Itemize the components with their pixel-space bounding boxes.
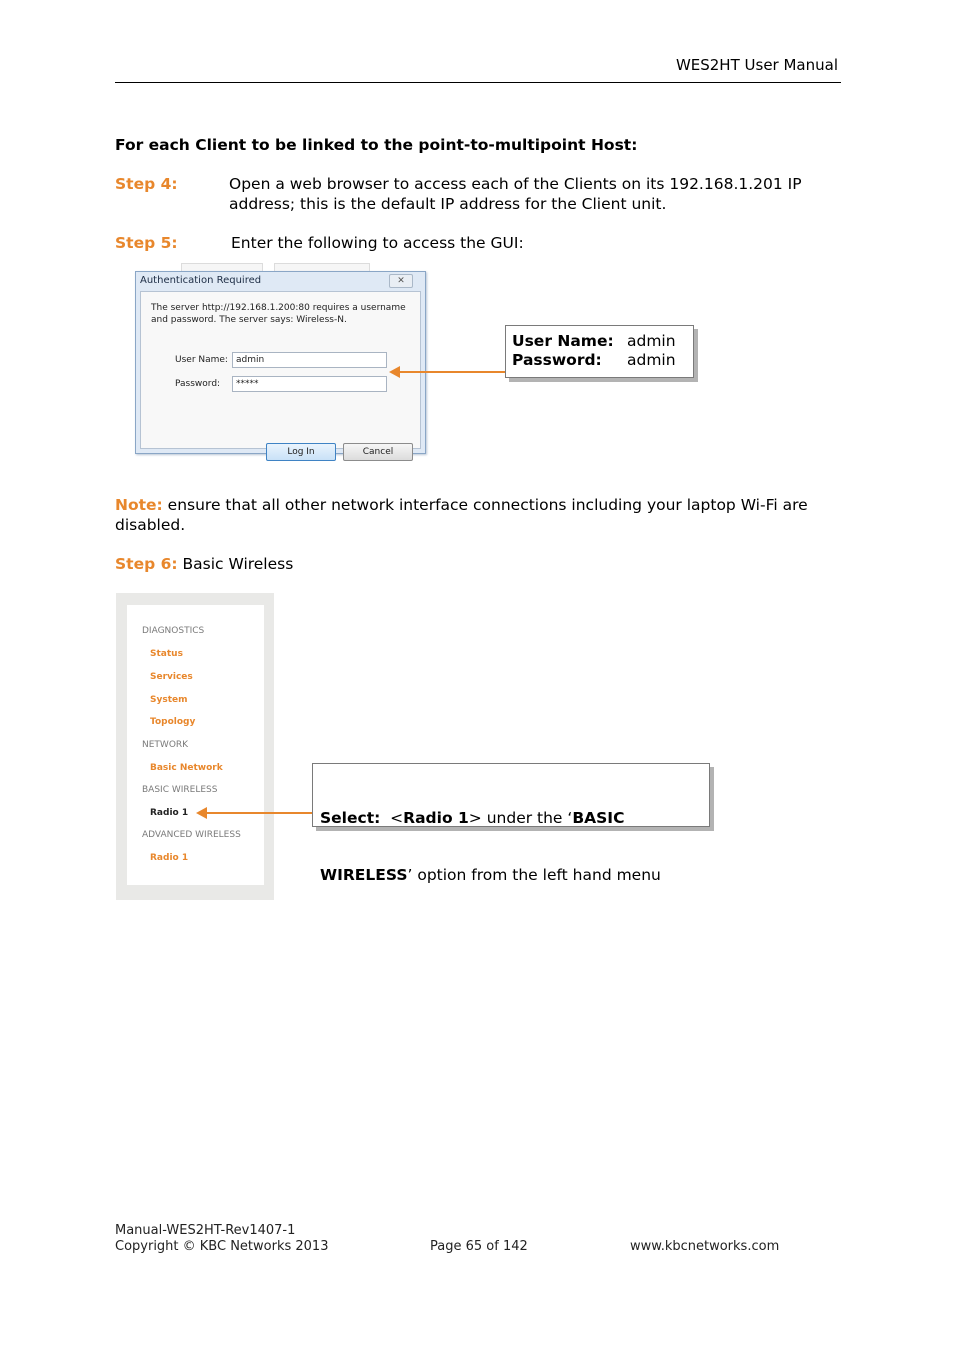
dialog-body <box>140 291 421 457</box>
login-button[interactable]: Log In <box>266 443 336 461</box>
step4-line1: Open a web browser to access each of the Clients on its 192.168.1.201 IP <box>229 175 802 193</box>
footer-copyright: Copyright © KBC Networks 2013 <box>115 1239 329 1254</box>
step5-label: Step 5: <box>115 234 178 252</box>
menu-heading-advanced-wireless: ADVANCED WIRELESS <box>142 830 241 840</box>
menu-item-status[interactable]: Status <box>150 649 183 659</box>
arrow-left-icon <box>196 807 207 819</box>
select-callout <box>312 763 710 884</box>
step4-label: Step 4: <box>115 175 178 193</box>
footer-doc-id: Manual-WES2HT-Rev1407-1 <box>115 1223 296 1238</box>
header-rule <box>115 82 841 83</box>
pointer-arrow-line <box>398 371 506 373</box>
note-line2: disabled. <box>115 516 186 534</box>
menu-heading-basic-wireless: BASIC WIRELESS <box>142 785 218 795</box>
pointer-arrow-line <box>206 812 314 814</box>
arrow-left-icon <box>389 366 400 378</box>
step6-text: Basic Wireless <box>177 555 294 573</box>
dialog-title: Authentication Required <box>140 275 262 286</box>
note-line1 <box>115 495 808 515</box>
step6-label: Step 6: <box>115 555 178 573</box>
select-text-part: < <box>380 809 404 827</box>
password-input[interactable]: ***** <box>232 376 387 392</box>
menu-item-topology[interactable]: Topology <box>150 717 196 727</box>
footer-website[interactable]: www.kbcnetworks.com <box>630 1239 780 1254</box>
callout-password-label: Password: <box>512 351 602 369</box>
select-text-part: > under the ‘ <box>468 809 573 827</box>
menu-heading-diagnostics: DIAGNOSTICS <box>142 626 205 636</box>
note-text: ensure that all other network interface connections including your laptop Wi-Fi are <box>162 496 808 514</box>
intro-heading: For each Client to be linked to the point-to-multipoint Host: <box>115 136 638 154</box>
menu-item-basic-radio1[interactable]: Radio 1 <box>150 808 189 818</box>
select-basic-text: BASIC <box>572 809 625 827</box>
callout-username-value: admin <box>627 332 676 350</box>
username-input[interactable]: admin <box>232 352 387 368</box>
callout-username-label: User Name: <box>512 332 614 350</box>
menu-item-advanced-radio1[interactable]: Radio 1 <box>150 853 189 863</box>
credentials-callout <box>505 325 694 378</box>
note-label: Note: <box>115 496 163 514</box>
menu-heading-network: NETWORK <box>142 740 189 750</box>
menu-item-basic-network[interactable]: Basic Network <box>150 763 223 773</box>
select-text-part: ’ option from the left hand menu <box>407 866 661 884</box>
step4-line2: address; this is the default IP address for the Client unit. <box>229 195 667 213</box>
callout-password-value: admin <box>627 351 676 369</box>
username-label: User Name: <box>175 355 228 365</box>
close-icon[interactable]: ✕ <box>389 274 413 288</box>
step5-text: Enter the following to access the GUI: <box>231 234 524 252</box>
dialog-message: The server http://192.168.1.200:80 requires a username and password. The server says: Wireless-N. <box>151 303 406 325</box>
select-wireless-text: WIRELESS <box>320 866 408 884</box>
select-radio-text: Radio 1 <box>403 809 469 827</box>
cancel-button[interactable]: Cancel <box>343 443 413 461</box>
footer-page-number: Page 65 of 142 <box>430 1239 528 1254</box>
select-label: Select: <box>320 809 381 827</box>
auth-dialog <box>135 271 426 457</box>
step6-line <box>115 554 293 574</box>
password-label: Password: <box>175 379 221 389</box>
header-title: WES2HT User Manual <box>675 56 838 74</box>
menu-item-system[interactable]: System <box>150 695 188 705</box>
menu-item-services[interactable]: Services <box>150 672 193 682</box>
